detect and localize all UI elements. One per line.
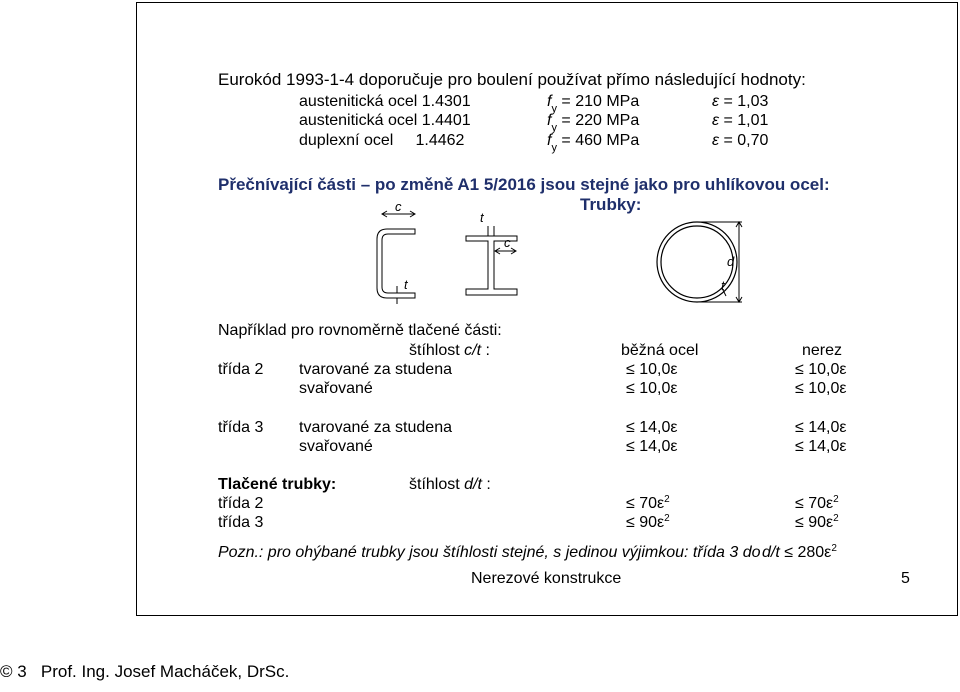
limit-stainless: ≤ 14,0ε (795, 419, 847, 436)
tubes-label: Trubky: (580, 195, 642, 214)
tubes-slenderness-label: štíhlost d/t : (409, 476, 491, 493)
limit-normal: ≤ 10,0ε (626, 361, 678, 378)
tubes-title: Tlačené trubky: (218, 476, 337, 493)
limit-stainless: ≤ 10,0ε (795, 380, 847, 397)
yield-strength: $f_y = 220$ MPa (547, 112, 640, 134)
column-normal-steel: běžná ocel (621, 342, 699, 359)
example-intro: Například pro rovnoměrně tlačené části: (218, 322, 502, 339)
steel-name: duplexní ocel 1.4462 (299, 132, 465, 149)
limit-normal: ≤ 14,0ε (626, 419, 678, 436)
limit-stainless: ≤ 10,0ε (795, 361, 847, 378)
heading: Eurokód 1993-1-4 doporučuje pro boulení používat přímo následující hodnoty: (218, 70, 806, 89)
label-c-i-section: c (504, 235, 511, 250)
tube-limit-stainless: ≤ $90\varepsilon^2$ (795, 513, 839, 531)
tube-limit-normal: ≤ $70\varepsilon^2$ (626, 494, 670, 512)
outstand-bold: Přečnívající části (218, 175, 356, 194)
section-type: svařované (299, 380, 373, 397)
label-d-tube: d (727, 254, 735, 269)
tube-limit-stainless: ≤ $70\varepsilon^2$ (795, 494, 839, 512)
limit-normal: ≤ 14,0ε (626, 438, 678, 455)
steel-name: austenitická ocel 1.4401 (299, 112, 471, 129)
channel-section (377, 211, 415, 304)
limit-normal: ≤ 10,0ε (626, 380, 678, 397)
slenderness-label: štíhlost c/t : (409, 342, 490, 359)
outstand-heading: Přečnívající části – po změně A1 5/2016 jsou stejné jako pro uhlíkovou ocel: (218, 175, 830, 194)
yield-strength: $f_y = 460$ MPa (547, 132, 640, 154)
section-type: svařované (299, 438, 373, 455)
copyright: © 3 Prof. Ing. Josef Macháček, DrSc. (0, 662, 290, 681)
label-c-channel: c (395, 199, 402, 214)
limit-stainless: ≤ 14,0ε (795, 438, 847, 455)
slide-footer-title: Nerezové konstrukce (471, 570, 622, 587)
section-type: tvarované za studena (299, 361, 452, 378)
label-t-tube: t (721, 278, 725, 293)
note-limit: $d/t \le 280\varepsilon^2$ (762, 543, 837, 561)
slide-page-number: 5 (901, 570, 910, 587)
class-label: třída 3 (218, 419, 264, 436)
class-label: třída 2 (218, 361, 264, 378)
epsilon-value: ε = 1,03 (712, 93, 769, 110)
label-t-channel: t (404, 277, 408, 292)
yield-strength: $f_y = 210$ MPa (547, 93, 640, 115)
epsilon-value: ε = 1,01 (712, 112, 769, 129)
section-type: tvarované za studena (299, 419, 452, 436)
tube-limit-normal: ≤ $90\varepsilon^2$ (626, 513, 670, 531)
column-stainless: nerez (802, 342, 843, 359)
label-t-i-section: t (480, 210, 484, 225)
class-label: třída 2 (218, 495, 264, 512)
note: Pozn.: pro ohýbané trubky jsou štíhlosti stejné, s jedinou výjimkou: třída 3 do (218, 544, 761, 561)
steel-name: austenitická ocel 1.4301 (299, 93, 471, 110)
class-label: třída 3 (218, 514, 264, 531)
epsilon-value: ε = 0,70 (712, 132, 769, 149)
